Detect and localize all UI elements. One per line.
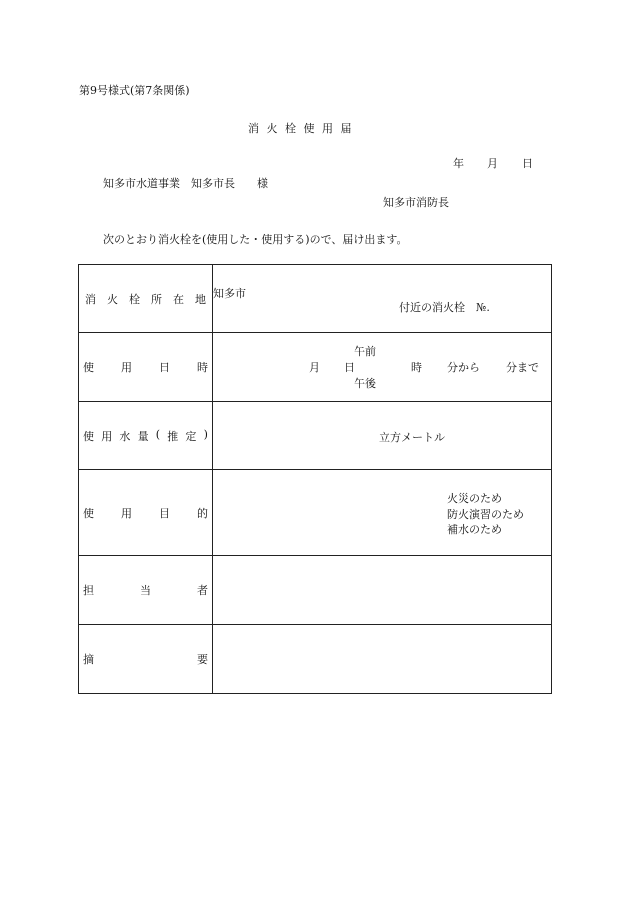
label-char: 当 bbox=[140, 584, 151, 597]
location-city: 知多市 bbox=[213, 287, 246, 300]
label-char: 栓 bbox=[129, 292, 140, 306]
date-year-label: 年 bbox=[453, 157, 464, 170]
addressee: 知多市水道事業 知多市長 様 bbox=[103, 177, 268, 190]
value-cell-person[interactable] bbox=[213, 556, 552, 625]
label-char: ( bbox=[155, 427, 161, 441]
datetime-from: 分から bbox=[447, 361, 480, 374]
table-row-purpose bbox=[79, 470, 552, 556]
label-volume bbox=[83, 428, 208, 444]
value-cell-remarks[interactable] bbox=[213, 625, 552, 694]
label-char: 使 bbox=[83, 429, 94, 443]
datetime-day: 日 bbox=[344, 361, 355, 374]
label-remarks bbox=[83, 651, 208, 667]
label-char: 火 bbox=[107, 292, 118, 306]
form-number: 第9号様式(第7条関係) bbox=[79, 84, 190, 97]
label-char: 使 bbox=[83, 506, 94, 520]
location-hydrant: 付近の消火栓 №. bbox=[399, 301, 490, 314]
usage-form-table bbox=[78, 264, 552, 694]
table-row-location bbox=[79, 265, 552, 333]
table-row-person bbox=[79, 556, 552, 625]
datetime-month: 月 bbox=[309, 361, 320, 374]
label-purpose bbox=[83, 505, 208, 521]
purpose-option-drill: 防火演習のため bbox=[447, 508, 524, 521]
label-char: ) bbox=[203, 427, 208, 441]
label-char: 水 bbox=[119, 429, 131, 443]
table-row-remarks bbox=[79, 625, 552, 694]
label-cell-location bbox=[79, 265, 213, 333]
volume-unit: 立方メートル bbox=[379, 431, 445, 444]
table-row-datetime bbox=[79, 333, 552, 402]
table-row-volume bbox=[79, 402, 552, 470]
label-char: 目 bbox=[159, 506, 170, 520]
label-datetime bbox=[83, 359, 208, 375]
label-char: 所 bbox=[151, 292, 162, 306]
value-cell-location[interactable] bbox=[213, 265, 552, 333]
label-cell-remarks bbox=[79, 625, 213, 694]
label-cell-purpose bbox=[79, 470, 213, 556]
sender: 知多市消防長 bbox=[383, 196, 449, 209]
label-char: 者 bbox=[197, 584, 208, 597]
value-cell-datetime[interactable] bbox=[213, 333, 552, 402]
label-char: 量 bbox=[137, 429, 149, 443]
label-char: 消 bbox=[85, 292, 96, 306]
label-char: 摘 bbox=[83, 653, 94, 666]
label-char: 在 bbox=[173, 292, 184, 306]
label-cell-datetime bbox=[79, 333, 213, 402]
value-cell-purpose[interactable] bbox=[213, 470, 552, 556]
label-char: 日 bbox=[159, 361, 170, 374]
document-title: 消 火 栓 使 用 届 bbox=[248, 122, 354, 135]
label-location bbox=[85, 291, 206, 307]
date-day-label: 日 bbox=[522, 157, 533, 170]
label-char: 用 bbox=[121, 361, 132, 374]
label-char: 使 bbox=[83, 361, 94, 374]
label-char: 推 bbox=[167, 429, 179, 443]
purpose-option-refill: 補水のため bbox=[447, 523, 502, 536]
datetime-hour: 時 bbox=[411, 361, 422, 374]
label-char: 担 bbox=[83, 584, 94, 597]
label-char: 時 bbox=[197, 361, 208, 374]
label-person bbox=[83, 582, 208, 598]
label-char: 的 bbox=[197, 506, 208, 520]
label-char: 用 bbox=[101, 429, 113, 443]
date-month-label: 月 bbox=[487, 157, 498, 170]
label-char: 要 bbox=[197, 653, 208, 666]
intro-text: 次のとおり消火栓を(使用した・使用する)ので、届け出ます。 bbox=[103, 233, 408, 246]
datetime-am: 午前 bbox=[354, 345, 376, 358]
datetime-until: 分まで bbox=[506, 361, 539, 374]
label-cell-person bbox=[79, 556, 213, 625]
label-char: 用 bbox=[121, 506, 132, 520]
value-cell-volume[interactable] bbox=[213, 402, 552, 470]
purpose-option-fire: 火災のため bbox=[447, 492, 502, 505]
label-cell-volume bbox=[79, 402, 213, 470]
datetime-pm: 午後 bbox=[354, 377, 376, 390]
label-char: 地 bbox=[195, 292, 206, 306]
label-char: 定 bbox=[185, 429, 197, 443]
